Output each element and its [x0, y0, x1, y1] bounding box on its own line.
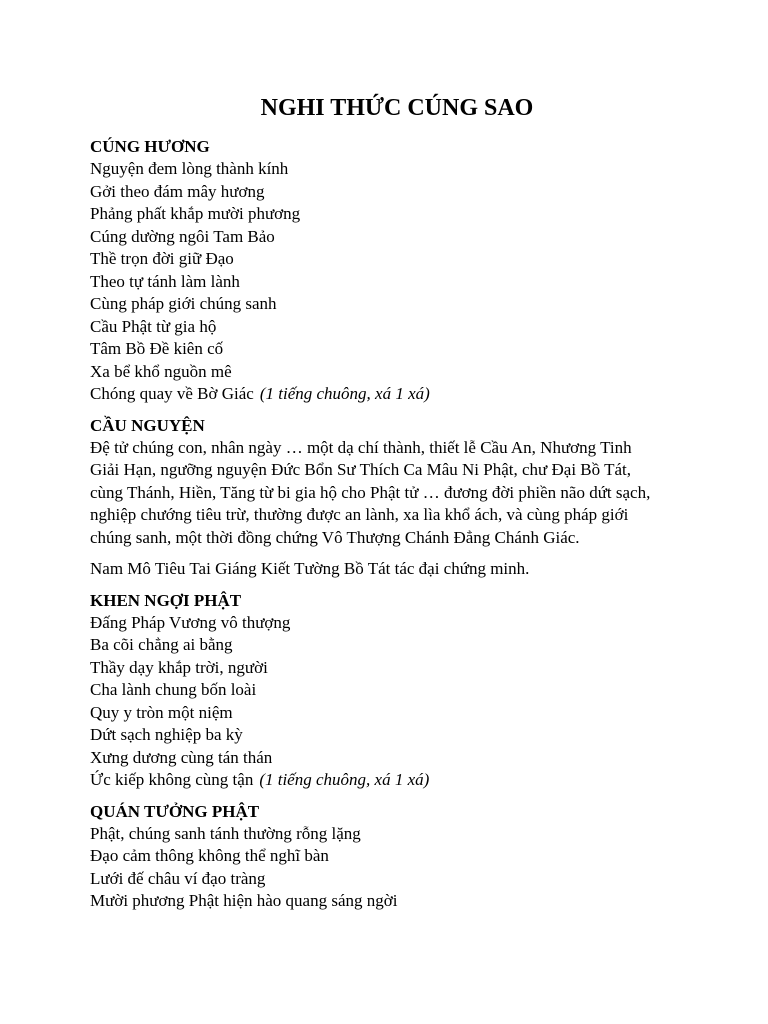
verse-line: Nguyện đem lòng thành kính — [90, 159, 289, 178]
verse-line: Đấng Pháp Vương vô thượng — [90, 612, 291, 632]
verse-line: Quy y tròn một niệm — [90, 702, 233, 722]
section-khen-ngoi-phat — [90, 590, 690, 792]
verse-line: Phật, chúng sanh tánh thường rỗng lặng — [90, 823, 361, 843]
verse-line: Cầu Phật từ gia hộ — [90, 316, 217, 336]
verse-line: Lưới đế châu ví đạo tràng — [90, 868, 266, 888]
section-cung-huong — [90, 136, 690, 406]
verse-line: Tâm Bồ Đề kiên cố — [90, 339, 224, 358]
prayer-line: chúng sanh, một thời đồng chứng Vô Thượng Chánh Đẳng Chánh Giác. — [90, 527, 580, 547]
verse-line: Cùng pháp giới chúng sanh — [90, 294, 277, 313]
verse-line: Cha lành chung bốn loài — [90, 680, 257, 699]
verse-line-with-note — [90, 383, 690, 406]
verse-line: Theo tự tánh làm lành — [90, 271, 240, 291]
verse-line: Thầy dạy khắp trời, người — [90, 657, 268, 677]
verse-line-with-note — [90, 769, 690, 792]
prayer-line: Đệ tử chúng con, nhân ngày … một dạ chí thành, thiết lễ Cầu An, Nhương Tinh — [90, 437, 632, 457]
prayer-line: nghiệp chướng tiêu trừ, thường được an lành, xa lìa khổ ách, và cùng pháp giới — [90, 505, 629, 524]
document-page — [90, 92, 690, 913]
page-title: NGHI THỨC CÚNG SAO — [260, 95, 534, 121]
section-heading-khen-ngoi-phat: KHEN NGỢI PHẬT — [90, 590, 242, 610]
section-heading-cung-huong: CÚNG HƯƠNG — [90, 137, 210, 156]
section-quan-tuong-phat — [90, 801, 690, 913]
verse-line: Đạo cảm thông không thể nghĩ bàn — [90, 846, 329, 865]
verse-line: Phảng phất khắp mười phương — [90, 204, 301, 223]
section-cau-nguyen — [90, 415, 690, 581]
prayer-line: cùng Thánh, Hiền, Tăng từ bi gia hộ cho Phật tử … đương đời phiền não dứt sạch, — [90, 482, 651, 502]
verse-text: Chóng quay về Bờ Giác — [90, 384, 254, 403]
verse-line: Ba cõi chẳng ai bằng — [90, 635, 233, 654]
verse-line: Cúng dường ngôi Tam Bảo — [90, 226, 275, 246]
verse-line: Dứt sạch nghiệp ba kỳ — [90, 725, 243, 744]
section-heading-cau-nguyen: CẦU NGUYỆN — [90, 415, 205, 435]
ritual-note: (1 tiếng chuông, xá 1 xá) — [259, 384, 430, 403]
verse-line: Mười phương Phật hiện hào quang sáng ngời — [90, 891, 398, 910]
verse-line: Gởi theo đám mây hương — [90, 181, 265, 201]
verse-text: Ức kiếp không cùng tận — [90, 770, 254, 789]
verse-line: Xưng dương cùng tán thán — [90, 747, 273, 767]
prayer-closing: Nam Mô Tiêu Tai Giáng Kiết Tường Bồ Tát tác đại chứng minh. — [90, 559, 530, 578]
section-heading-quan-tuong-phat: QUÁN TƯỞNG PHẬT — [90, 801, 260, 821]
prayer-line: Giải Hạn, ngưỡng nguyện Đức Bổn Sư Thích Ca Mâu Ni Phật, chư Đại Bồ Tát, — [90, 460, 631, 479]
verse-line: Xa bể khổ nguồn mê — [90, 361, 232, 381]
ritual-note: (1 tiếng chuông, xá 1 xá) — [259, 770, 430, 789]
verse-line: Thề trọn đời giữ Đạo — [90, 249, 234, 268]
